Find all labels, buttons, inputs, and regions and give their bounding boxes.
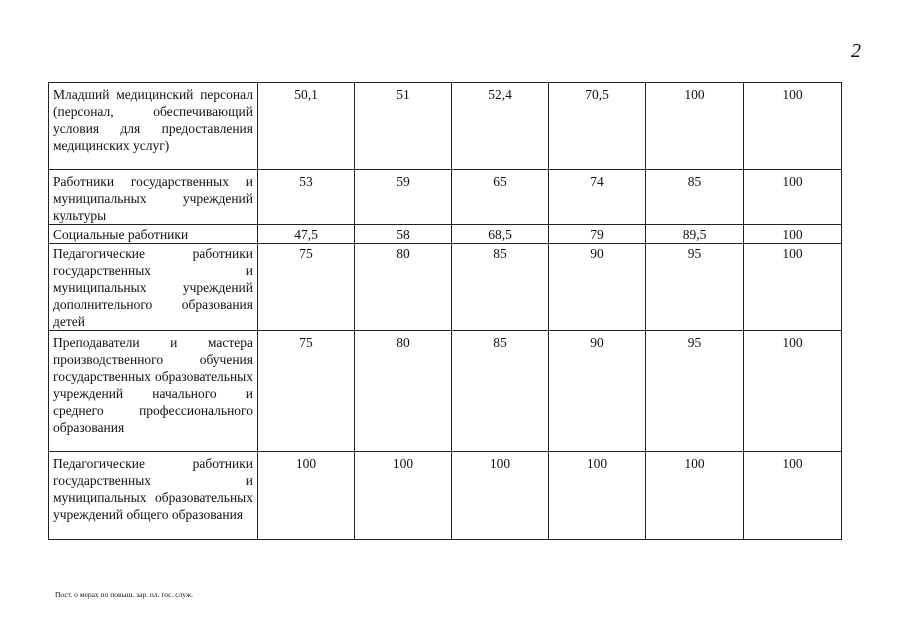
cell-value: 53 xyxy=(258,170,355,225)
cell-value: 85 xyxy=(452,331,549,452)
cell-value: 75 xyxy=(258,244,355,331)
cell-value: 100 xyxy=(258,452,355,540)
page-number: 2 xyxy=(851,40,861,62)
cell-value: 100 xyxy=(646,83,744,170)
cell-value: 50,1 xyxy=(258,83,355,170)
cell-value: 51 xyxy=(355,83,452,170)
table-row xyxy=(49,331,842,452)
cell-value: 80 xyxy=(355,331,452,452)
cell-value: 100 xyxy=(744,244,842,331)
cell-value: 80 xyxy=(355,244,452,331)
row-label: Педагогические работники государственных и муниципальных учреждений дополнительного образования детей xyxy=(49,244,258,331)
cell-value: 58 xyxy=(355,225,452,244)
table-row xyxy=(49,452,842,540)
cell-value: 100 xyxy=(452,452,549,540)
row-label: Работники государственных и муниципальных учреждений культуры xyxy=(49,170,258,225)
cell-value: 95 xyxy=(646,331,744,452)
cell-value: 59 xyxy=(355,170,452,225)
cell-value: 100 xyxy=(549,452,646,540)
cell-value: 74 xyxy=(549,170,646,225)
row-label: Социальные работники xyxy=(49,225,258,244)
cell-value: 100 xyxy=(744,452,842,540)
cell-value: 47,5 xyxy=(258,225,355,244)
cell-value: 100 xyxy=(646,452,744,540)
cell-value: 65 xyxy=(452,170,549,225)
cell-value: 68,5 xyxy=(452,225,549,244)
cell-value: 100 xyxy=(744,170,842,225)
footnote: Пост. о мерах по повыш. зар. пл. гос. служ. xyxy=(55,590,194,599)
row-label: Преподаватели и мастера производственного обучения государственных образовательных учреждений начального и среднего профессионального образования xyxy=(49,331,258,452)
cell-value: 95 xyxy=(646,244,744,331)
salary-table xyxy=(48,82,842,540)
cell-value: 89,5 xyxy=(646,225,744,244)
cell-value: 85 xyxy=(452,244,549,331)
cell-value: 85 xyxy=(646,170,744,225)
cell-value: 100 xyxy=(744,83,842,170)
cell-value: 100 xyxy=(744,225,842,244)
cell-value: 90 xyxy=(549,244,646,331)
cell-value: 100 xyxy=(744,331,842,452)
cell-value: 75 xyxy=(258,331,355,452)
row-label: Педагогические работники государственных и муниципальных образовательных учреждений общего образования xyxy=(49,452,258,540)
cell-value: 79 xyxy=(549,225,646,244)
cell-value: 100 xyxy=(355,452,452,540)
cell-value: 52,4 xyxy=(452,83,549,170)
table-row xyxy=(49,83,842,170)
row-label: Младший медицинский персонал (персонал, обеспечивающий условия для предоставления медицинских услуг) xyxy=(49,83,258,170)
cell-value: 70,5 xyxy=(549,83,646,170)
table-row xyxy=(49,170,842,225)
cell-value: 90 xyxy=(549,331,646,452)
table-row xyxy=(49,244,842,331)
table-row xyxy=(49,225,842,244)
